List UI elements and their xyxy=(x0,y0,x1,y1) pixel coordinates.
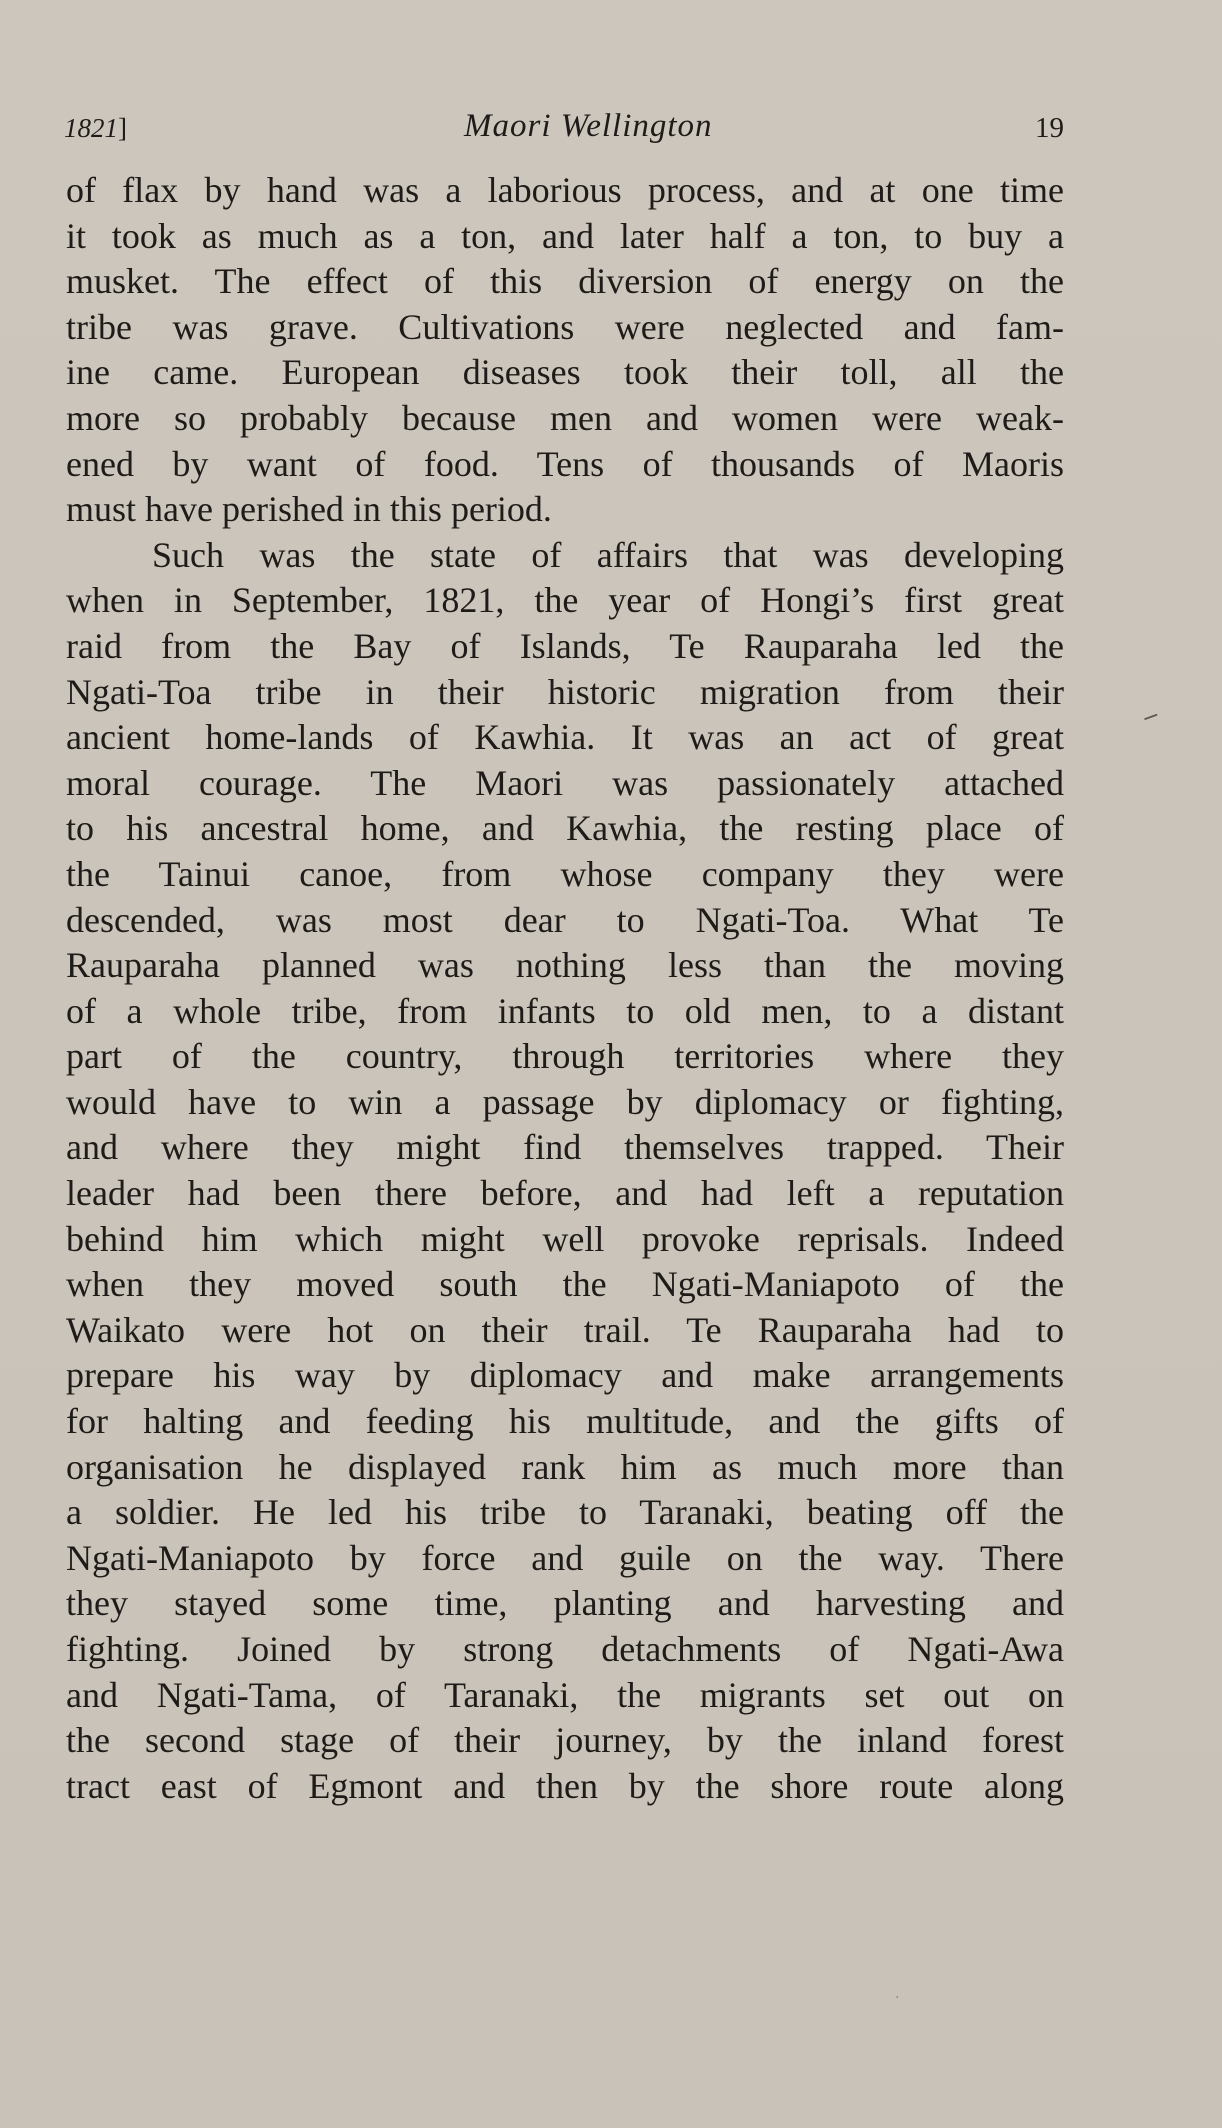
text-line: descended, was most dear to Ngati-Toa. What Te xyxy=(66,899,1064,940)
page-number: 19 xyxy=(1035,112,1064,144)
text-line: of a whole tribe, from infants to old men, to a distant xyxy=(66,990,1064,1031)
text-line: tract east of Egmont and then by the shore route along xyxy=(66,1765,1064,1806)
text-line: it took as much as a ton, and later half a ton, to buy a xyxy=(66,215,1064,256)
text-line: ine came. European diseases took their toll, all the xyxy=(66,352,1064,393)
text-line: raid from the Bay of Islands, Te Rauparaha led the xyxy=(66,625,1064,666)
text-line: fighting. Joined by strong detachments of Ngati-Awa xyxy=(66,1629,1064,1669)
running-head xyxy=(64,103,1064,149)
text-line: musket. The effect of this diversion of energy on the xyxy=(66,261,1064,302)
paper-speck: · xyxy=(895,1990,900,2006)
text-line: would have to win a passage by diplomacy or fighting, xyxy=(66,1081,1064,1122)
text-line: they stayed some time, planting and harvesting and xyxy=(66,1583,1064,1624)
text-line: the second stage of their journey, by the inland forest xyxy=(66,1720,1064,1761)
text-line: a soldier. He led his tribe to Taranaki, beating off the xyxy=(66,1492,1064,1533)
text-line: and where they might find themselves trapped. Their xyxy=(66,1127,1064,1168)
body-text xyxy=(66,168,1064,1809)
text-line: tribe was grave. Cultivations were neglected and fam- xyxy=(66,306,1064,347)
paragraph-first-line: Such was the state of affairs that was developing xyxy=(152,534,1064,575)
year-bracket: ] xyxy=(118,113,127,143)
text-line: Ngati-Toa tribe in their historic migration from their xyxy=(66,671,1064,712)
running-head-title: Maori Wellington xyxy=(464,108,713,144)
text-line: Ngati-Maniapoto by force and guile on the way. There xyxy=(66,1537,1064,1578)
text-line: organisation he displayed rank him as much more than xyxy=(66,1446,1064,1487)
text-line: ancient home-lands of Kawhia. It was an act of great xyxy=(66,717,1064,758)
text-line: the Tainui canoe, from whose company they were xyxy=(66,853,1064,894)
text-line: for halting and feeding his multitude, and the gifts of xyxy=(66,1401,1064,1442)
text-line: and Ngati-Tama, of Taranaki, the migrants set out on xyxy=(66,1674,1064,1715)
text-line: part of the country, through territories where they xyxy=(66,1036,1064,1077)
text-line: when they moved south the Ngati-Maniapoto of the xyxy=(66,1264,1064,1305)
text-line: prepare his way by diplomacy and make arrangements xyxy=(66,1355,1064,1396)
text-line: moral courage. The Maori was passionately attached xyxy=(66,762,1064,803)
text-line: when in September, 1821, the year of Hongi’s first great xyxy=(66,580,1064,621)
running-head-year xyxy=(64,105,127,151)
text-line: leader had been there before, and had left a reputation xyxy=(66,1173,1064,1214)
text-line: of flax by hand was a laborious process, and at one time xyxy=(66,170,1064,210)
text-line: Waikato were hot on their trail. Te Rauparaha had to xyxy=(66,1309,1064,1350)
paragraph-last-line: must have perished in this period. xyxy=(66,489,552,530)
text-line: more so probably because men and women were weak- xyxy=(66,397,1064,438)
text-line: to his ancestral home, and Kawhia, the resting place of xyxy=(66,808,1064,849)
year-text: 1821 xyxy=(64,113,118,143)
text-line: Rauparaha planned was nothing less than the moving xyxy=(66,945,1064,986)
text-line: behind him which might well provoke reprisals. Indeed xyxy=(66,1218,1064,1259)
text-line: ened by want of food. Tens of thousands of Maoris xyxy=(66,443,1064,484)
margin-tick-mark: ‾ xyxy=(1143,710,1166,744)
